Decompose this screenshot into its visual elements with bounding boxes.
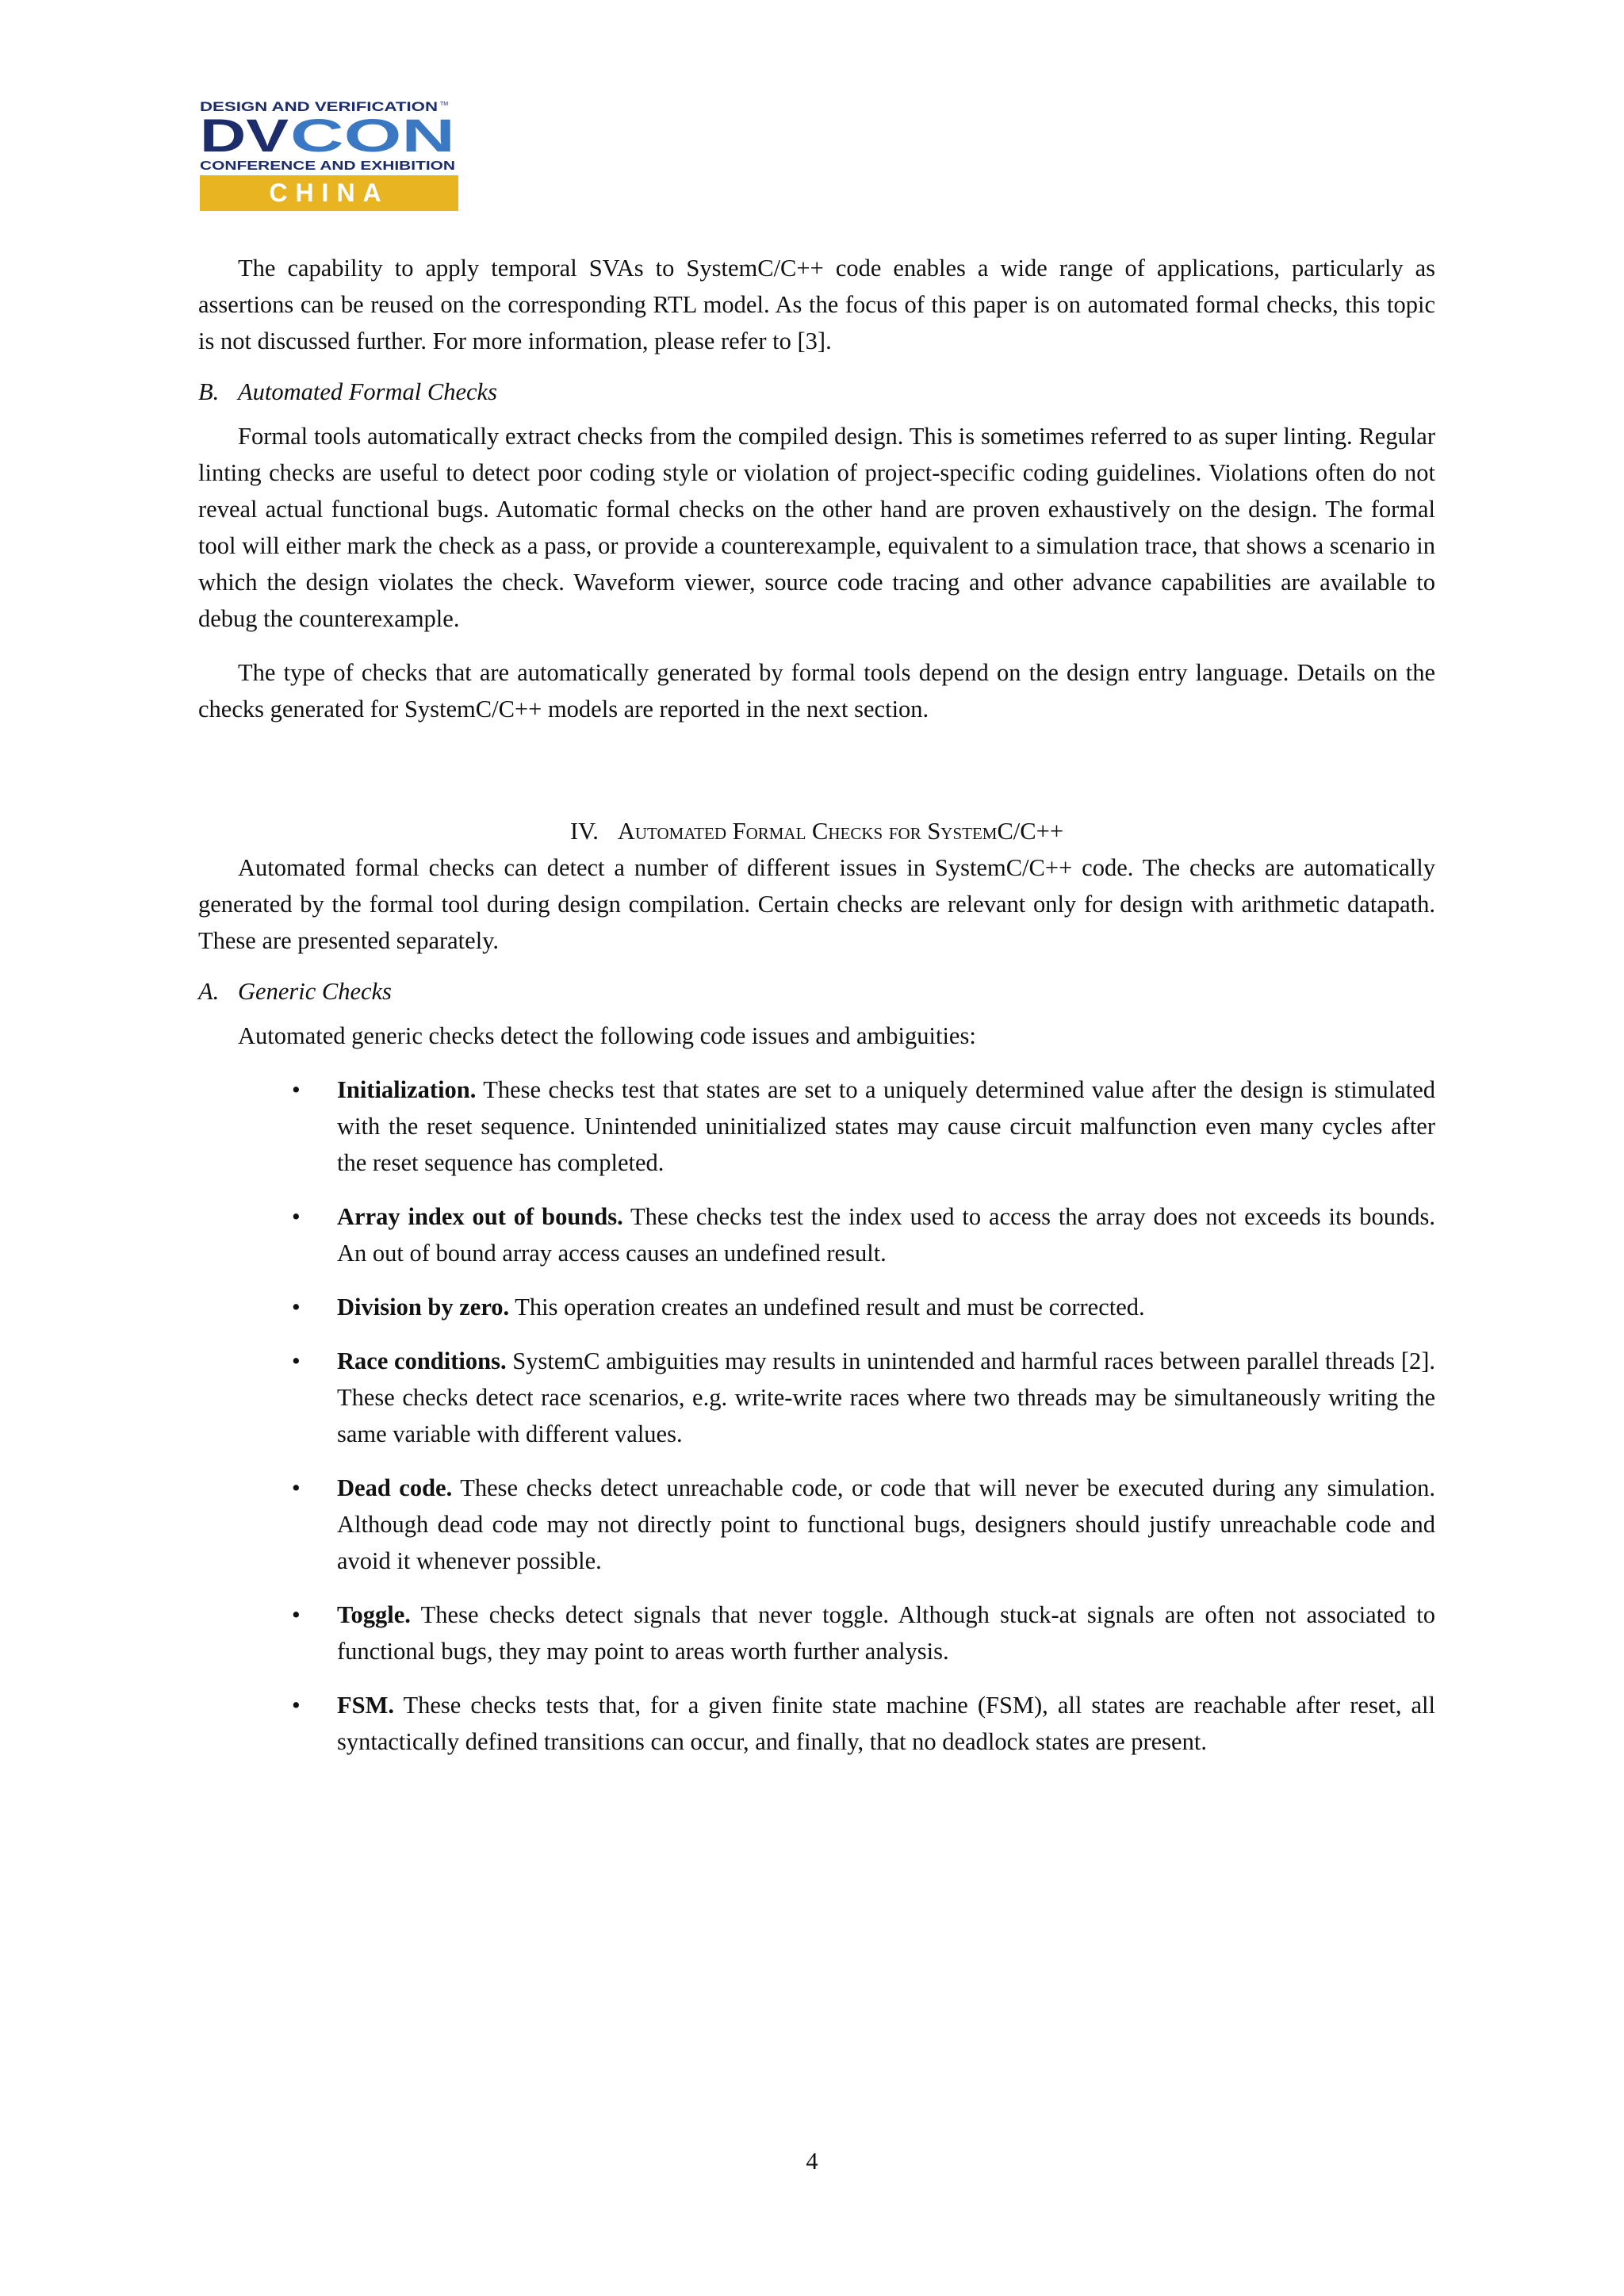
logo-wordmark-dv: DV	[200, 110, 289, 162]
list-item-text: These checks test that states are set to a uniquely determined value after the design is stimulated with the reset sequence. Unintended uninitialized states may cause circuit malfunction even many cycles after the reset sequence has completed.	[337, 1076, 1435, 1176]
bullet-icon: •	[292, 1294, 301, 1320]
checks-list	[198, 1071, 1435, 1760]
paragraph-automated-checks-intro: Automated formal checks can detect a number of different issues in SystemC/C++ code. The checks are automatically generated by the formal tool during design compilation. Certain checks are relevant only for design with arithmetic datapath. These are presented separately.	[198, 854, 1435, 954]
list-item-text: SystemC ambiguities may results in unintended and harmful races between parallel threads [2]. These checks detect race scenarios, e.g. write-write races where two threads may be simultaneously writing the same variable with different values.	[337, 1347, 1436, 1447]
list-item-text: These checks tests that, for a given finite state machine (FSM), all states are reachable after reset, all syntactically defined transitions can occur, and finally, that no deadlock states are present.	[337, 1692, 1435, 1755]
list-item	[198, 1596, 1435, 1669]
paragraph-svas: The capability to apply temporal SVAs to SystemC/C++ code enables a wide range of applications, particularly as assertions can be reused on the corresponding RTL model. As the focus of this paper is on automated formal checks, this topic is not discussed further. For more information, please refer to [3].	[198, 255, 1435, 355]
subheading-number: A.	[198, 978, 220, 1005]
bullet-icon: •	[292, 1203, 301, 1230]
section-heading	[198, 813, 1435, 849]
section-title: Automated Formal Checks for SystemC/C++	[617, 818, 1064, 845]
list-item-term: FSM.	[337, 1692, 395, 1719]
paragraph-generic-intro: Automated generic checks detect the following code issues and ambiguities:	[238, 1022, 976, 1049]
bullet-icon: •	[292, 1347, 301, 1374]
section-number: IV.	[569, 818, 599, 845]
list-item-term: Initialization.	[337, 1076, 477, 1103]
logo-banner-text: CHINA	[269, 178, 389, 207]
list-item-term: Toggle.	[337, 1601, 411, 1628]
logo-wordmark-con: CON	[290, 110, 455, 162]
list-item	[198, 1687, 1435, 1760]
bullet-icon: •	[292, 1692, 301, 1719]
bullet-icon: •	[292, 1474, 301, 1501]
list-item	[198, 1343, 1435, 1452]
list-item-text: These checks test the index used to access the array does not exceeds its bounds. An out of bound array access causes an undefined result.	[337, 1203, 1435, 1267]
paragraph-formal-tools: Formal tools automatically extract checks from the compiled design. This is sometimes referred to as super linting. Regular linting checks are useful to detect poor coding style or violation of project-specific coding guidelines. Violations often do not reveal actual functional bugs. Automatic formal checks on the other hand are proven exhaustively on the design. The formal tool will either mark the check as a pass, or provide a counterexample, equivalent to a simulation trace, that shows a scenario in which the design violates the check. Waveform viewer, source code tracing and other advance capabilities are available to debug the counterexample.	[198, 423, 1435, 632]
list-item-term: Dead code.	[337, 1474, 453, 1501]
logo-tm: TM	[440, 102, 449, 107]
subheading-automated-formal-checks	[198, 374, 1435, 410]
list-item-term: Division by zero.	[337, 1294, 510, 1320]
list-item	[198, 1198, 1435, 1271]
list-item-term: Race conditions.	[337, 1347, 507, 1374]
list-item	[198, 1071, 1435, 1181]
subheading-number: B.	[198, 378, 220, 405]
dvcon-china-logo	[200, 98, 458, 211]
page-body	[198, 250, 1435, 1777]
logo-line1: DESIGN AND VERIFICATION	[200, 99, 438, 114]
list-item-text: These checks detect unreachable code, or code that will never be executed during any simulation. Although dead code may not directly point to functional bugs, designers should justify unreachable code and avoid it whenever possible.	[337, 1474, 1435, 1574]
paragraph-check-types: The type of checks that are automatically generated by formal tools depend on the design entry language. Details on the checks generated for SystemC/C++ models are reported in the next section.	[198, 659, 1435, 723]
logo-line3: CONFERENCE AND EXHIBITION	[200, 159, 455, 173]
subheading-generic-checks	[198, 973, 1435, 1010]
list-item-term: Array index out of bounds.	[337, 1203, 623, 1230]
page-number: 4	[806, 2148, 818, 2175]
list-item	[198, 1289, 1435, 1325]
list-item-text: These checks detect signals that never toggle. Although stuck-at signals are often not associated to functional bugs, they may point to areas worth further analysis.	[337, 1601, 1435, 1665]
list-item-text: This operation creates an undefined result and must be corrected.	[509, 1294, 1145, 1320]
bullet-icon: •	[292, 1076, 301, 1103]
bullet-icon: •	[292, 1601, 301, 1628]
subheading-title: Generic Checks	[238, 978, 392, 1005]
list-item	[198, 1470, 1435, 1579]
subheading-title: Automated Formal Checks	[238, 378, 497, 405]
